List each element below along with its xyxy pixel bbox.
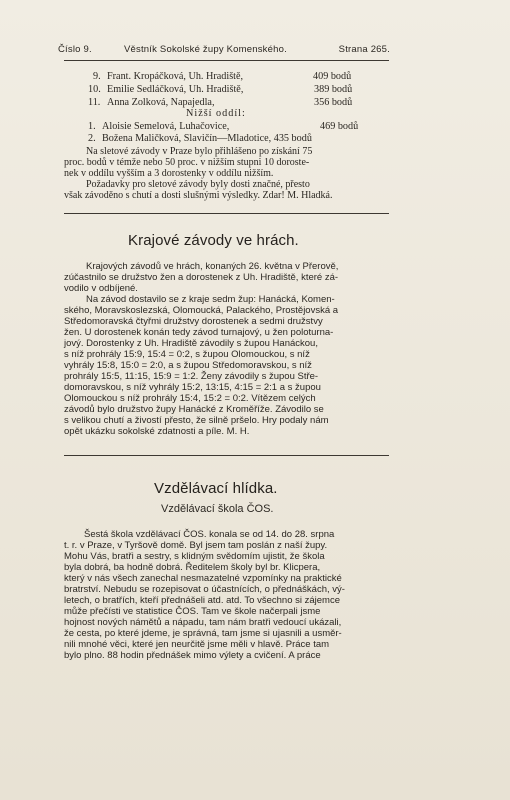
text-line: Šestá škola vzdělávací ČOS. konala se od 14. do 28. srpna	[84, 529, 335, 540]
text-line: nek v oddílu vyšším a 3 dorostenky v oddílu nižším.	[64, 168, 274, 179]
page-number: Strana 265.	[338, 44, 390, 55]
page-header	[58, 44, 390, 58]
text-line: že cesta, po které jdeme, je správná, tam jsme si ujasnili a usměr-	[64, 628, 342, 639]
result-name: Anna Zolková, Napajedla,	[107, 97, 215, 108]
text-line: Krajových závodů ve hrách, konaných 26. května v Přerově,	[86, 261, 339, 272]
section-body	[64, 529, 390, 661]
text-line: který v nás všech zanechal nesmazatelné vzpomínky na praktické	[64, 573, 342, 584]
text-line: proc. bodů v témže nebo 50 proc. v nižším stupni 10 doroste-	[64, 157, 310, 168]
text-line: zúčastnilo se družstvo žen a dorostenek z Uh. Hradiště, které zá-	[64, 272, 339, 283]
section-title: Krajové závody ve hrách.	[128, 232, 299, 249]
text-line: Středomoravská čtyřmi družstvy dorostenek a sedmi družstvy	[64, 316, 323, 327]
text-line: může přečísti ve statistice ČOS. Tam ve škole načerpali jsme	[64, 606, 321, 617]
section-rule	[64, 213, 389, 214]
text-line: Olomouckou s níž prohrály 15:4, 15:2 = 0:2. Vítězem celých	[64, 393, 316, 404]
result-name: Emilie Sedláčková, Uh. Hradiště,	[107, 84, 244, 95]
result-number: 2.	[88, 133, 96, 144]
section-title: Vzdělávací hlídka.	[154, 480, 278, 497]
text-line: bylo plno. 88 hodin přednášek mimo výlety a cvičení. A práce	[64, 650, 321, 661]
result-number: 10.	[88, 84, 101, 95]
text-line: závodů bylo družstvo župy Hanácké z Kroměříže. Závodilo se	[64, 404, 324, 415]
text-line: bratrství. Nebudu se rozepisovat o účastnících, o přednáškách, vý-	[64, 584, 345, 595]
text-line: letech, o bratřích, kteří přednášeli atd. atd. To všechno si zájemce	[64, 595, 340, 606]
result-score: 469 bodů	[320, 121, 359, 132]
text-line: Na sletové závody v Praze bylo přihlášeno po získání 75	[86, 146, 313, 157]
text-line: vodilo v odbíjené.	[64, 283, 138, 294]
text-line: žen. U dorostenek konán tedy závod turnajový, u žen poloturna-	[64, 327, 334, 338]
intro-paragraph	[64, 146, 390, 201]
text-line: t. r. v Praze, v Tyršově domě. Byl jsem tam poslán z naší župy.	[64, 540, 328, 551]
result-number: 9.	[93, 71, 101, 82]
lower-division-label: Nižší oddíl:	[186, 108, 246, 119]
text-line: domoravskou, s níž vyhrály 15:2, 13:15, 4:15 = 2:1 a s župou	[64, 382, 321, 393]
text-line: však závoděno s chutí a dosti slušnými výsledky. Zdar! M. Hladká.	[64, 190, 333, 201]
result-name: Božena Maličková, Slavičín—Mladotice, 435 bodů	[102, 133, 312, 144]
section-subtitle: Vzdělávací škola ČOS.	[161, 503, 274, 515]
issue-number: Číslo 9.	[58, 44, 92, 55]
result-name: Aloisie Semelová, Luhačovice,	[102, 121, 230, 132]
journal-title: Věstník Sokolské župy Komenského.	[124, 44, 287, 55]
text-line: prohrály 15:5, 11:15, 15:9 = 1:2. Ženy závodily s župou Stře-	[64, 371, 319, 382]
result-number: 1.	[88, 121, 96, 132]
text-line: ského, Moravskoslezská, Olomoucká, Palackého, Prostějovská a	[64, 305, 339, 316]
text-line: opět ukázku sokolské zdatnosti a píle. M. H.	[64, 426, 250, 437]
result-number: 11.	[88, 97, 101, 108]
result-name: Frant. Kropáčková, Uh. Hradiště,	[107, 71, 244, 82]
text-line: hojnost nových námětů a nápadu, tam nám bratři vedoucí ukázali,	[64, 617, 342, 628]
text-line: Požadavky pro sletové závody byly dosti značné, přesto	[86, 179, 310, 190]
result-score: 409 bodů	[313, 71, 352, 82]
text-line: jový. Dorostenky z Uh. Hradiště závodily s župou Hanáckou,	[64, 338, 318, 349]
text-line: s velikou chutí a živostí přesto, že silně pršelo. Hry podaly nám	[64, 415, 329, 426]
section-body	[64, 261, 390, 437]
section-rule	[64, 455, 389, 456]
result-score: 389 bodů	[314, 84, 353, 95]
text-line: nili mnohé věci, které jen neurčitě jsme měli v hlavě. Práce tam	[64, 639, 330, 650]
text-line: byla dobrá, ba hodně dobrá. Ředitelem školy byl br. Klicpera,	[64, 562, 321, 573]
text-line: vyhrály 15:8, 15:0 = 2:0, a s župou Středomoravskou, s níž	[64, 360, 312, 371]
text-line: s níž prohrály 15:9, 15:4 = 0:2, s župou Olomouckou, s níž	[64, 349, 310, 360]
result-score: 356 bodů	[314, 97, 353, 108]
text-line: Na závod dostavilo se z kraje sedm žup: Hanácká, Komen-	[86, 294, 335, 305]
header-rule	[64, 60, 389, 61]
text-line: Mohu Vás, bratři a sestry, s klidným svědomím ujistit, že škola	[64, 551, 325, 562]
